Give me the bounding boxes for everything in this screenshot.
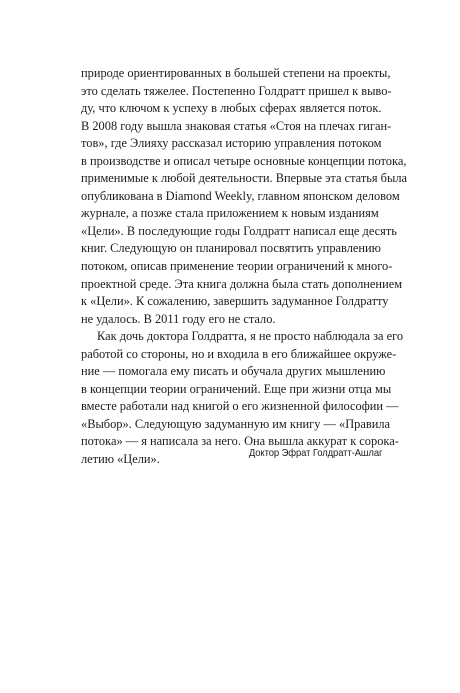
- text-line: Как дочь доктора Голдратта, я не просто наблюдала за его: [97, 329, 404, 344]
- text-line: журнале, а позже стала приложением к новым изданиям: [81, 206, 379, 221]
- text-line: проектной среде. Эта книга должна была стать дополнением: [81, 276, 403, 291]
- text-line: книг. Следующую он планировал посвятить управлению: [81, 241, 381, 256]
- text-line: природе ориентированных в большей степени на проекты,: [81, 66, 391, 80]
- text-line: летию «Цели».: [81, 452, 160, 467]
- text-line: работой со стороны, но и входила в его ближайшее окруже-: [81, 346, 397, 361]
- text-line: не удалось. В 2011 году его не стало.: [81, 311, 276, 326]
- text-line: тов», где Элияху рассказал историю управления потоком: [81, 136, 382, 151]
- text-line: опубликована в Diamond Weekly, главном японском деловом: [81, 188, 400, 203]
- text-line: в концепции теории ограничений. Еще при жизни отца мы: [81, 381, 392, 396]
- text-line: ние — помогала ему писать и обучала других мышлению: [81, 364, 386, 379]
- text-line: В 2008 году вышла знаковая статья «Стоя на плечах гиган-: [81, 118, 392, 133]
- body-text: [81, 65, 407, 469]
- text-line: «Цели». В последующие годы Голдратт написал еще десять: [81, 223, 397, 238]
- text-line: вместе работали над книгой о его жизненной философии —: [81, 399, 399, 414]
- text-line: это сделать тяжелее. Постепенно Голдратт пришел к выво-: [81, 83, 392, 98]
- text-line: к «Цели». К сожалению, завершить задуманное Голдратту: [81, 294, 389, 309]
- text-line: ду, что ключом к успеху в любых сферах является поток.: [81, 101, 382, 116]
- text-line: потока» — я написала за него. Она вышла аккурат к сорока-: [81, 434, 399, 449]
- text-line: потоком, описав применение теории ограничений к много-: [81, 259, 393, 274]
- author-signature: Доктор Эфрат Голдратт-Ашлаг: [248, 447, 382, 459]
- paragraph: [81, 65, 407, 328]
- text-line: применимые к любой деятельности. Впервые эта статья была: [81, 171, 407, 186]
- text-line: в производстве и описал четыре основные концепции потока,: [81, 153, 407, 168]
- text-line: «Выбор». Следующую задуманную им книгу — «Правила: [81, 416, 391, 431]
